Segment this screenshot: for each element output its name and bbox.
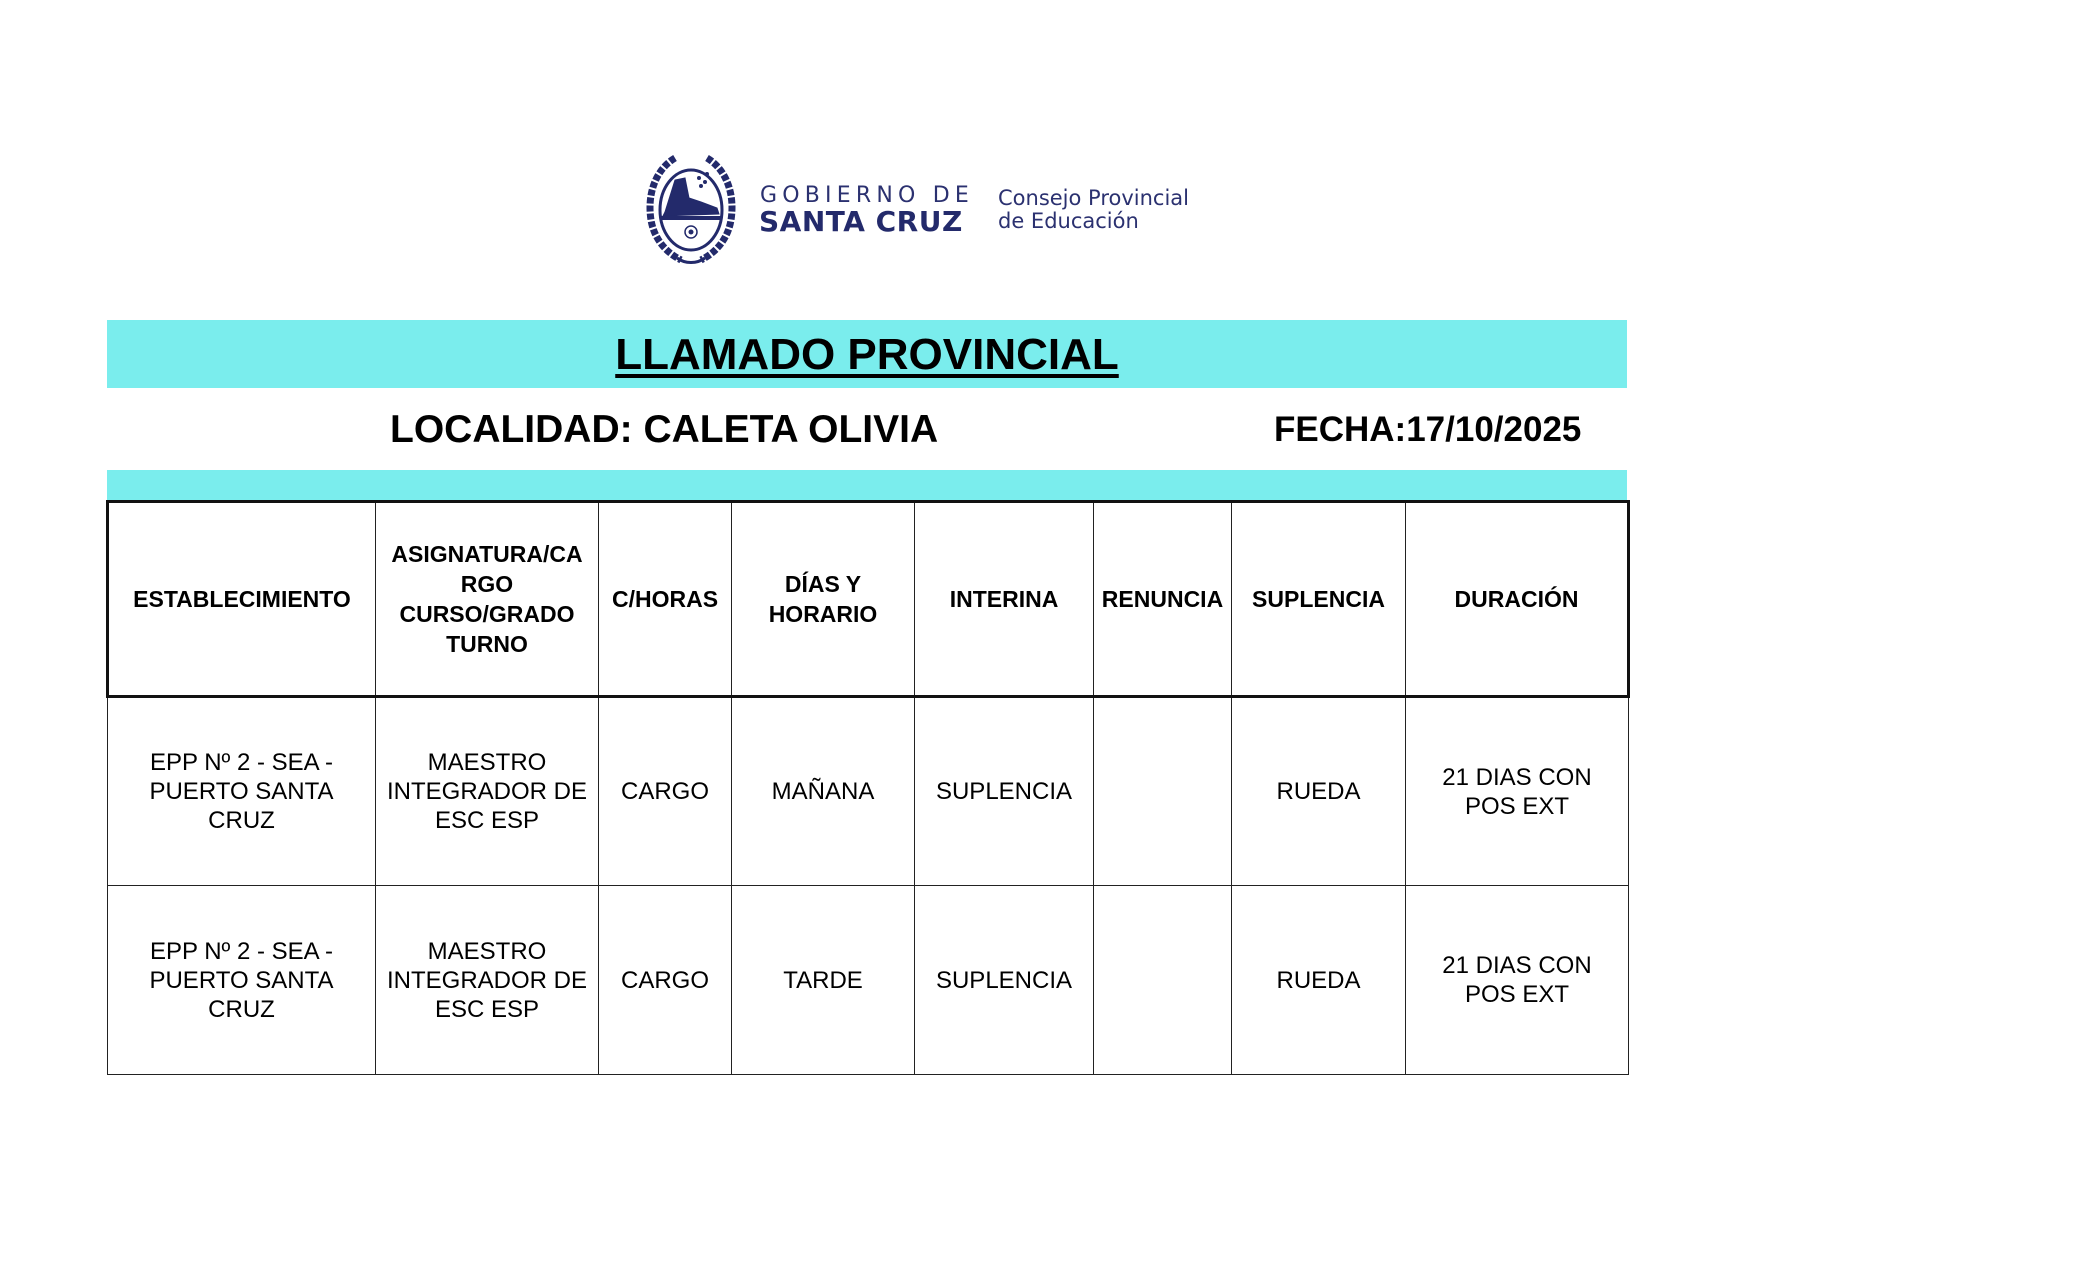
- page-title-text: LLAMADO PROVINCIAL: [615, 330, 1119, 379]
- cell-dias-horario: TARDE: [732, 886, 915, 1075]
- col-header-asignatura: ASIGNATURA/CA RGO CURSO/GRADO TURNO: [376, 502, 599, 697]
- santa-cruz-coat-of-arms-icon: [645, 150, 737, 270]
- cell-renuncia: [1094, 697, 1232, 886]
- logo-santa-cruz: SANTA CRUZ: [759, 205, 963, 238]
- title-band: [107, 320, 1627, 388]
- cell-suplencia: RUEDA: [1232, 886, 1406, 1075]
- table-header-row: [108, 502, 1629, 697]
- separator-band: [107, 470, 1627, 500]
- fecha-label: FECHA:17/10/2025: [1274, 410, 1582, 449]
- cell-interina: SUPLENCIA: [915, 886, 1094, 1075]
- table-row: [108, 697, 1629, 886]
- cell-asignatura: MAESTRO INTEGRADOR DE ESC ESP: [376, 886, 599, 1075]
- cell-renuncia: [1094, 886, 1232, 1075]
- localidad-label: LOCALIDAD: CALETA OLIVIA: [390, 408, 939, 451]
- table-row: [108, 886, 1629, 1075]
- cell-asignatura: MAESTRO INTEGRADOR DE ESC ESP: [376, 697, 599, 886]
- cell-duracion: 21 DIAS CON POS EXT: [1406, 697, 1629, 886]
- cell-interina: SUPLENCIA: [915, 697, 1094, 886]
- logo-org-line1: Consejo Provincial: [998, 186, 1190, 210]
- cell-c-horas: CARGO: [599, 697, 732, 886]
- cell-dias-horario: MAÑANA: [732, 697, 915, 886]
- cell-suplencia: RUEDA: [1232, 697, 1406, 886]
- cell-establecimiento: EPP Nº 2 - SEA - PUERTO SANTA CRUZ: [108, 886, 376, 1075]
- logo-consejo-provincial: [998, 187, 1189, 233]
- cell-duracion: 21 DIAS CON POS EXT: [1406, 886, 1629, 1075]
- col-header-interina: INTERINA: [915, 502, 1094, 697]
- col-header-c-horas: C/HORAS: [599, 502, 732, 697]
- cell-establecimiento: EPP Nº 2 - SEA - PUERTO SANTA CRUZ: [108, 697, 376, 886]
- col-header-suplencia: SUPLENCIA: [1232, 502, 1406, 697]
- logo-gobierno-de: GOBIERNO DE: [760, 183, 974, 208]
- cell-c-horas: CARGO: [599, 886, 732, 1075]
- col-header-renuncia: RENUNCIA: [1094, 502, 1232, 697]
- logo-org-line2: de Educación: [998, 209, 1139, 233]
- col-header-establecimiento: ESTABLECIMIENTO: [108, 502, 376, 697]
- page-title: [107, 330, 1627, 380]
- col-header-duracion: DURACIÓN: [1406, 502, 1629, 697]
- col-header-dias-horario: DÍAS Y HORARIO: [732, 502, 915, 697]
- vacancies-table: [106, 500, 1630, 1075]
